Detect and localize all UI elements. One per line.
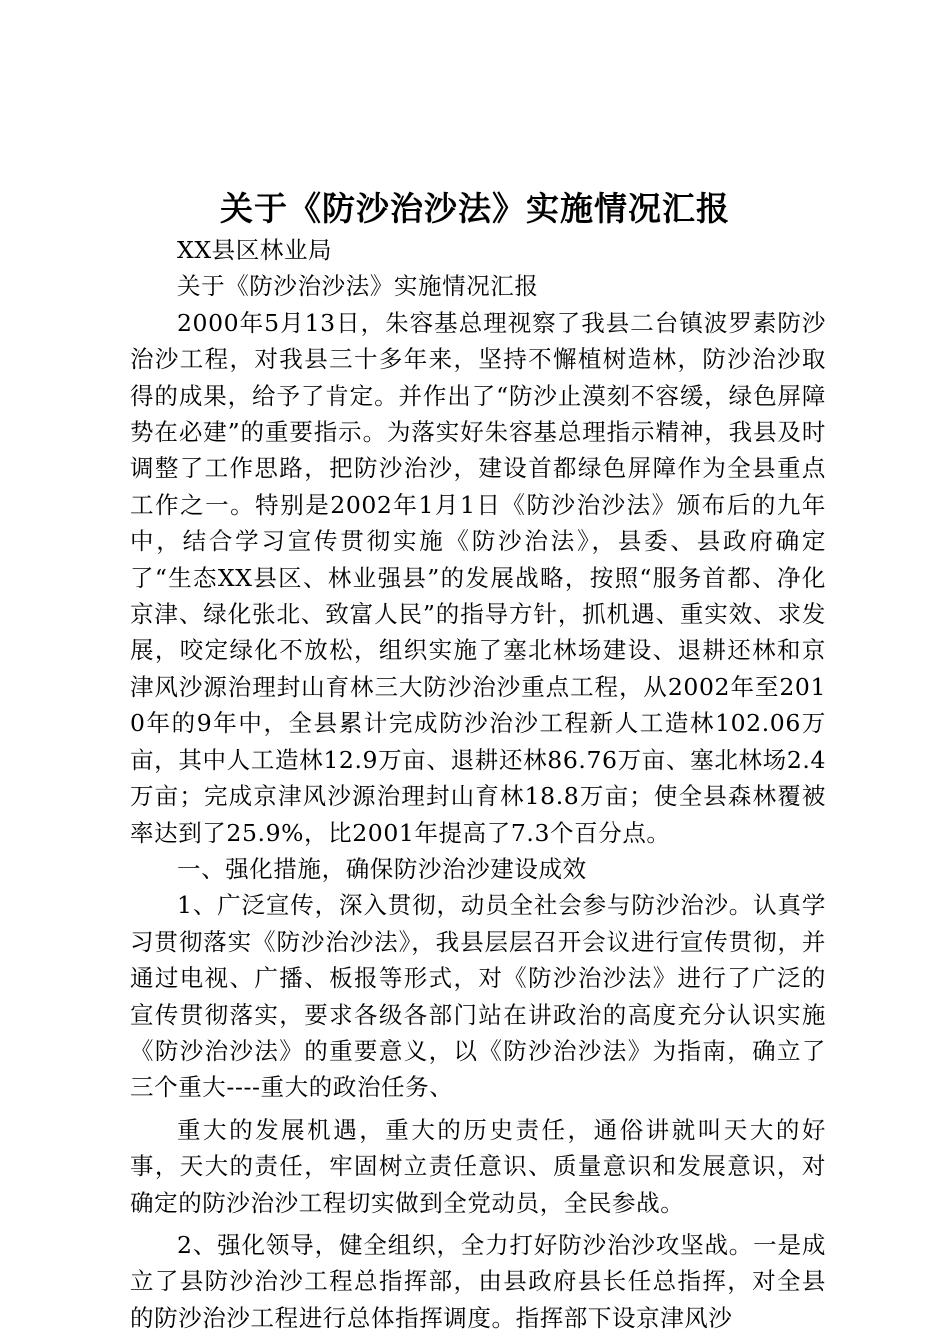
paragraph-3: 2、强化领导，健全组织，全力打好防沙治沙攻坚战。一是成立了县防沙治沙工程总指挥部，由县政府县长任总指挥，对全县的防沙治沙工程进行总体指挥调度。指挥部下设京津风沙 [130,1230,826,1332]
paragraph-2: 重大的发展机遇，重大的历史责任，通俗讲就叫天大的好事，天大的责任，牢固树立责任意识、质量意识和发展意识，对确定的防沙治沙工程切实做到全党动员，全民参战。 [130,1115,826,1217]
intro-paragraph: 2000年5月13日，朱容基总理视察了我县二台镇波罗素防沙治沙工程，对我县三十多年来，坚持不懈植树造林，防沙治沙取得的成果，给予了肯定。并作出了“防沙止漠刻不容缓，绿色屏障势在必建”的重要指示。为落实好朱容基总理指示精神，我县及时调整了工作思路，把防沙治沙，建设首都绿色屏障作为全县重点工作之一。特别是2002年1月1日《防沙治沙法》颁布后的九年中，结合学习宣传贯彻实施《防沙治法》，县委、县政府确定了“生态XX县区、林业强县”的发展战略，按照“服务首都、净化京津、绿化张北、致富人民”的指导方针，抓机遇、重实效、求发展，咬定绿化不放松，组织实施了塞北林场建设、退耕还林和京津风沙源治理封山育林三大防沙治沙重点工程，从2002年至2010年的9年中，全县累计完成防沙治沙工程新人工造林102.06万亩，其中人工造林12.9万亩、退耕还林86.76万亩、塞北林场2.4万亩；完成京津风沙源治理封山育林18.8万亩；使全县森林覆被率达到了25.9%，比2001年提高了7.3个百分点。 [130,308,826,847]
author-line: XX县区林业局 [177,236,333,264]
subtitle-line: 关于《防沙治沙法》实施情况汇报 [177,272,539,301]
section-heading: 一、强化措施，确保防沙治沙建设成效 [177,854,587,883]
document-body [130,232,826,1336]
paragraph-1: 1、广泛宣传，深入贯彻，动员全社会参与防沙治沙。认真学习贯彻落实《防沙治沙法》，我县层层召开会议进行宣传贯彻，并通过电视、广播、板报等形式，对《防沙治沙法》进行了广泛的宣传贯彻落实，要求各级各部门站在讲政治的高度充分认识实施《防沙治沙法》的重要意义，以《防沙治沙法》为指南，确立了三个重大----重大的政治任务、 [130,891,826,1102]
document-title: 关于《防沙治沙法》实施情况汇报 [220,189,730,228]
